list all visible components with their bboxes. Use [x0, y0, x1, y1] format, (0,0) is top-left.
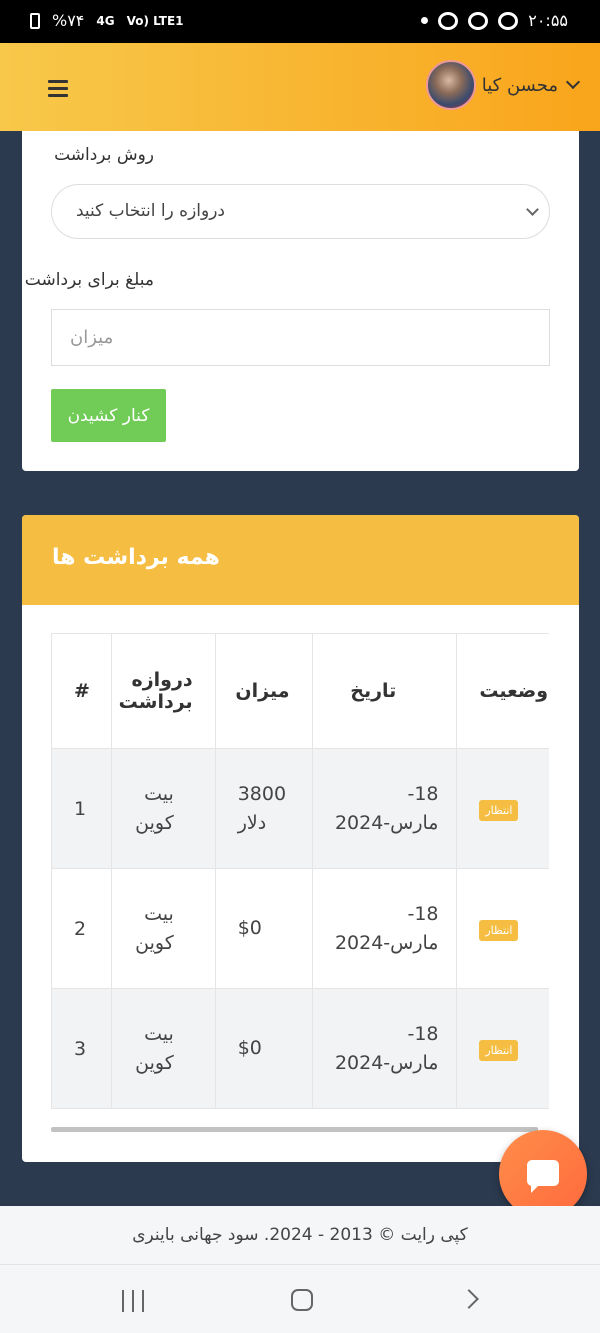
nav-back-icon[interactable] — [459, 1289, 479, 1309]
column-header: وضعیت — [457, 634, 549, 749]
withdrawals-title: همه برداشت ها — [52, 545, 220, 570]
cell-gateway: بیت کوین — [135, 903, 174, 954]
status-bar — [0, 0, 600, 43]
chat-button[interactable] — [499, 1130, 587, 1218]
hamburger-icon[interactable] — [48, 80, 68, 97]
cell-gateway: بیت کوین — [135, 1023, 174, 1074]
system-nav-bar — [0, 1264, 600, 1333]
user-menu[interactable] — [426, 59, 578, 111]
chrome-icon — [438, 12, 458, 30]
status-right — [421, 11, 568, 30]
notification-dot-icon — [421, 17, 428, 24]
gateway-select-value: دروازه را انتخاب کنید — [76, 201, 225, 221]
avatar — [426, 60, 476, 110]
method-label: روش برداشت — [54, 145, 154, 165]
cell-amount: $0 — [237, 917, 262, 940]
status-badge: انتظار — [479, 1040, 518, 1061]
withdraw-form-card — [22, 131, 579, 471]
withdrawals-table — [51, 633, 549, 1109]
table-row — [52, 749, 550, 869]
table-header-row — [52, 634, 550, 749]
cell-number: 2 — [52, 869, 112, 989]
status-left — [30, 11, 184, 30]
cell-number: 1 — [52, 749, 112, 869]
cell-amount: 3800 دلار — [237, 783, 287, 834]
clock: ۲۰:۵۵ — [528, 11, 568, 30]
nav-recent-icon[interactable] — [122, 1290, 146, 1312]
column-header: میزان — [215, 634, 312, 749]
gateway-select[interactable] — [51, 184, 550, 239]
amount-label: مبلغ برای برداشت — [24, 270, 154, 290]
cell-date: 18-مارس-2024 — [334, 1023, 439, 1074]
chat-icon — [527, 1160, 559, 1186]
cell-date: 18-مارس-2024 — [334, 783, 439, 834]
signal-1-label: 4G — [96, 13, 115, 28]
chevron-down-icon — [526, 203, 539, 216]
status-badge: انتظار — [479, 800, 518, 821]
amount-placeholder: میزان — [70, 327, 114, 348]
chrome-icon — [468, 12, 488, 30]
chevron-down-icon — [566, 75, 580, 89]
withdraw-button[interactable]: کنار کشیدن — [51, 389, 166, 442]
withdrawals-table-wrapper[interactable] — [51, 633, 549, 1109]
withdrawals-card-header — [22, 515, 579, 605]
horizontal-scrollbar[interactable] — [51, 1127, 538, 1132]
cell-gateway: بیت کوین — [135, 783, 174, 834]
cell-amount: $0 — [237, 1037, 262, 1060]
cell-date: 18-مارس-2024 — [334, 903, 439, 954]
status-badge: انتظار — [479, 920, 518, 941]
cell-number: 3 — [52, 989, 112, 1109]
user-name: محسن کیا — [481, 74, 558, 96]
nav-home-icon[interactable] — [291, 1289, 313, 1311]
page-footer — [0, 1206, 600, 1264]
table-row — [52, 869, 550, 989]
copyright-text: کپی رایت © 2013 - 2024. سود جهانی باینری — [132, 1225, 468, 1245]
chrome-icon — [498, 12, 518, 30]
column-header: # — [52, 634, 112, 749]
battery-icon — [30, 13, 40, 29]
withdrawals-card — [22, 515, 579, 1162]
signal-2-label: Vo) LTE1 — [126, 13, 184, 28]
battery-level: %۷۴ — [52, 11, 85, 30]
column-header: تاریخ — [312, 634, 457, 749]
table-row — [52, 989, 550, 1109]
app-header — [0, 43, 600, 131]
amount-input[interactable] — [51, 309, 550, 366]
column-header: دروازه برداشت — [111, 634, 215, 749]
